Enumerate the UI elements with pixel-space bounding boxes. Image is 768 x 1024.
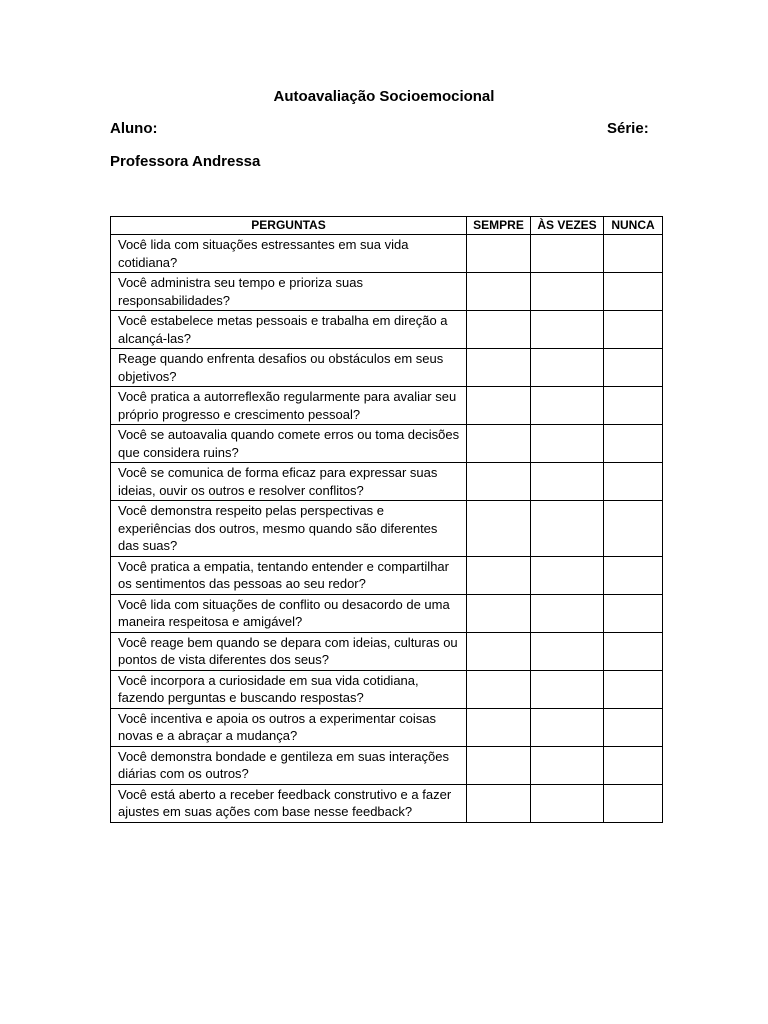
aluno-label: Aluno: (110, 120, 158, 137)
answer-cell-nunca[interactable] (604, 311, 663, 349)
answer-cell-as-vezes[interactable] (531, 387, 604, 425)
answer-cell-sempre[interactable] (467, 349, 531, 387)
table-row (111, 273, 663, 311)
answer-cell-nunca[interactable] (604, 387, 663, 425)
serie-label: Série: (607, 120, 649, 137)
table-row (111, 349, 663, 387)
answer-cell-sempre[interactable] (467, 273, 531, 311)
answer-cell-as-vezes[interactable] (531, 235, 604, 273)
answer-cell-as-vezes[interactable] (531, 784, 604, 822)
answer-cell-as-vezes[interactable] (531, 556, 604, 594)
question-text: Você reage bem quando se depara com ideias, culturas ou pontos de vista diferentes dos seus? (111, 632, 467, 670)
question-text: Você lida com situações de conflito ou desacordo de uma maneira respeitosa e amigável? (111, 594, 467, 632)
answer-cell-sempre[interactable] (467, 311, 531, 349)
header-perguntas: PERGUNTAS (111, 217, 467, 235)
document-title: Autoavaliação Socioemocional (273, 88, 495, 105)
question-text: Você incorpora a curiosidade em sua vida cotidiana, fazendo perguntas e buscando respostas? (111, 670, 467, 708)
question-text: Você demonstra bondade e gentileza em suas interações diárias com os outros? (111, 746, 467, 784)
question-text: Você estabelece metas pessoais e trabalha em direção a alcançá-las? (111, 311, 467, 349)
answer-cell-nunca[interactable] (604, 632, 663, 670)
table-row (111, 235, 663, 273)
table-row (111, 556, 663, 594)
answer-cell-nunca[interactable] (604, 273, 663, 311)
question-text: Você demonstra respeito pelas perspectivas e experiências dos outros, mesmo quando são diferentes das suas? (111, 501, 467, 557)
table-row (111, 784, 663, 822)
answer-cell-as-vezes[interactable] (531, 594, 604, 632)
table-row (111, 425, 663, 463)
professora-name: Professora Andressa (110, 153, 261, 170)
answer-cell-sempre[interactable] (467, 746, 531, 784)
table-row (111, 708, 663, 746)
table-row (111, 632, 663, 670)
answer-cell-as-vezes[interactable] (531, 746, 604, 784)
answer-cell-nunca[interactable] (604, 235, 663, 273)
answer-cell-nunca[interactable] (604, 594, 663, 632)
answer-cell-sempre[interactable] (467, 784, 531, 822)
question-text: Você pratica a autorreflexão regularmente para avaliar seu próprio progresso e crescimento pessoal? (111, 387, 467, 425)
answer-cell-as-vezes[interactable] (531, 273, 604, 311)
table-row (111, 387, 663, 425)
answer-cell-sempre[interactable] (467, 425, 531, 463)
answer-cell-sempre[interactable] (467, 556, 531, 594)
answer-cell-nunca[interactable] (604, 556, 663, 594)
header-nunca: NUNCA (604, 217, 663, 235)
answer-cell-nunca[interactable] (604, 463, 663, 501)
answer-cell-as-vezes[interactable] (531, 670, 604, 708)
answer-cell-as-vezes[interactable] (531, 425, 604, 463)
answer-cell-sempre[interactable] (467, 501, 531, 557)
answer-cell-sempre[interactable] (467, 632, 531, 670)
question-text: Reage quando enfrenta desafios ou obstáculos em seus objetivos? (111, 349, 467, 387)
answer-cell-nunca[interactable] (604, 784, 663, 822)
answer-cell-nunca[interactable] (604, 425, 663, 463)
answer-cell-nunca[interactable] (604, 746, 663, 784)
header-as-vezes: ÀS VEZES (531, 217, 604, 235)
answer-cell-nunca[interactable] (604, 670, 663, 708)
answer-cell-as-vezes[interactable] (531, 632, 604, 670)
table-row (111, 501, 663, 557)
answer-cell-sempre[interactable] (467, 387, 531, 425)
question-text: Você está aberto a receber feedback construtivo e a fazer ajustes em suas ações com base nesse feedback? (111, 784, 467, 822)
question-text: Você administra seu tempo e prioriza suas responsabilidades? (111, 273, 467, 311)
table-row (111, 463, 663, 501)
answer-cell-sempre[interactable] (467, 463, 531, 501)
question-rows (111, 235, 663, 823)
answer-cell-as-vezes[interactable] (531, 349, 604, 387)
question-text: Você se comunica de forma eficaz para expressar suas ideias, ouvir os outros e resolver conflitos? (111, 463, 467, 501)
answer-cell-sempre[interactable] (467, 708, 531, 746)
table-row (111, 746, 663, 784)
answer-cell-as-vezes[interactable] (531, 708, 604, 746)
table-row (111, 670, 663, 708)
header-sempre: SEMPRE (467, 217, 531, 235)
table-row (111, 594, 663, 632)
table-header-row (111, 217, 663, 235)
answer-cell-sempre[interactable] (467, 594, 531, 632)
question-text: Você se autoavalia quando comete erros ou toma decisões que considera ruins? (111, 425, 467, 463)
question-text: Você incentiva e apoia os outros a experimentar coisas novas e a abraçar a mudança? (111, 708, 467, 746)
answer-cell-as-vezes[interactable] (531, 311, 604, 349)
answer-cell-sempre[interactable] (467, 235, 531, 273)
question-text: Você pratica a empatia, tentando entender e compartilhar os sentimentos das pessoas ao seu redor? (111, 556, 467, 594)
answer-cell-sempre[interactable] (467, 670, 531, 708)
answer-cell-nunca[interactable] (604, 349, 663, 387)
answer-cell-as-vezes[interactable] (531, 463, 604, 501)
table-row (111, 311, 663, 349)
answer-cell-nunca[interactable] (604, 501, 663, 557)
questionnaire-table (110, 216, 663, 823)
question-text: Você lida com situações estressantes em sua vida cotidiana? (111, 235, 467, 273)
answer-cell-as-vezes[interactable] (531, 501, 604, 557)
answer-cell-nunca[interactable] (604, 708, 663, 746)
